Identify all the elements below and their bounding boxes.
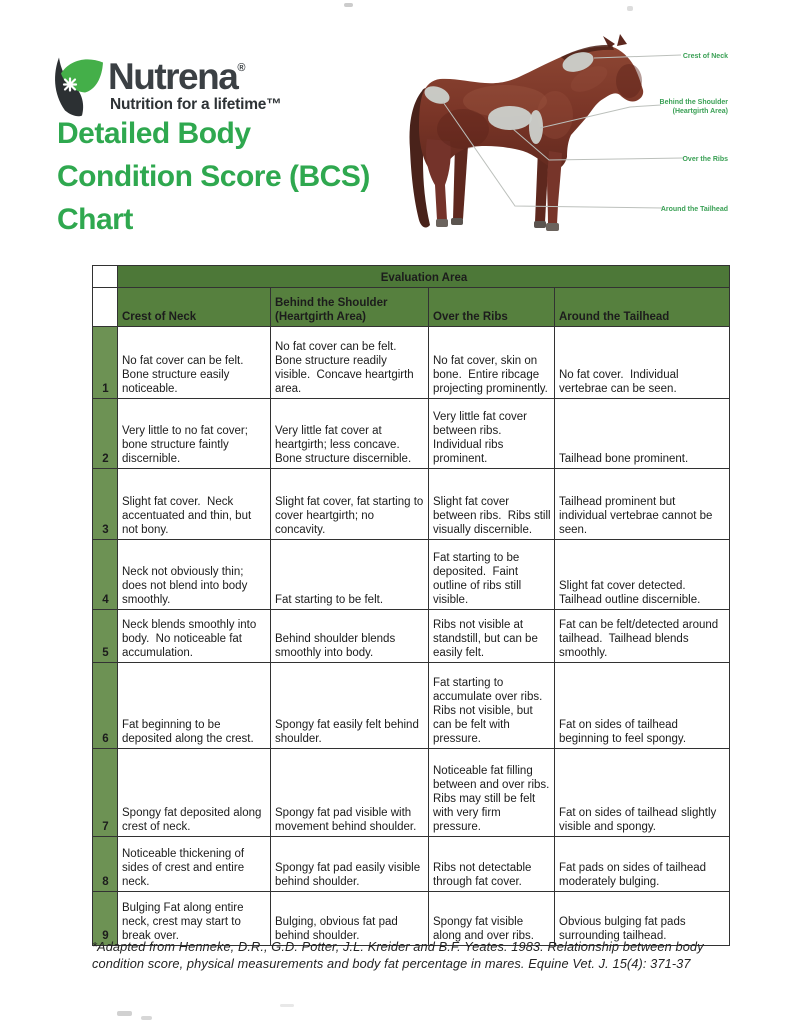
bcs-cell-crest: Fat beginning to be deposited along the crest. (118, 663, 271, 749)
evaluation-area-header: Evaluation Area (118, 266, 730, 288)
scan-artifact (280, 1004, 294, 1007)
nutrena-leaf-logo-icon (52, 57, 104, 118)
bcs-cell-shoulder: Bulging, obvious fat pad behind shoulder. (271, 892, 429, 946)
title-line-3: Chart (57, 203, 133, 236)
table-row (93, 749, 730, 837)
table-row (93, 663, 730, 749)
bcs-cell-shoulder: Very little fat cover at heartgirth; less concave. Bone structure discernible. (271, 399, 429, 469)
bcs-table (92, 265, 730, 946)
bcs-cell-tailhead: Slight fat cover detected. Tailhead outline discernible. (555, 540, 730, 610)
score-cell: 5 (93, 610, 118, 663)
table-row (93, 540, 730, 610)
table-row (93, 610, 730, 663)
bcs-cell-crest: Neck not obviously thin; does not blend into body smoothly. (118, 540, 271, 610)
bcs-cell-tailhead: Obvious bulging fat pads surrounding tailhead. (555, 892, 730, 946)
corner-spacer (93, 266, 118, 288)
bcs-cell-crest: Neck blends smoothly into body. No noticeable fat accumulation. (118, 610, 271, 663)
bcs-cell-crest: Slight fat cover. Neck accentuated and thin, but not bony. (118, 469, 271, 540)
figure-label-crest-of-neck: Crest of Neck (682, 53, 728, 60)
column-header-crest: Crest of Neck (118, 288, 271, 327)
title-line-1: Detailed Body (57, 117, 251, 150)
bcs-cell-ribs: Very little fat cover between ribs. Individual ribs prominent. (429, 399, 555, 469)
bcs-cell-shoulder: Spongy fat easily felt behind shoulder. (271, 663, 429, 749)
bcs-cell-crest: Noticeable thickening of sides of crest and entire neck. (118, 837, 271, 892)
corner-spacer (93, 288, 118, 327)
bcs-cell-tailhead: No fat cover. Individual vertebrae can be seen. (555, 327, 730, 399)
bcs-cell-ribs: Noticeable fat filling between and over ribs. Ribs may still be felt with very firm pressure. (429, 749, 555, 837)
bcs-cell-shoulder: Spongy fat pad visible with movement behind shoulder. (271, 749, 429, 837)
column-header-tailhead: Around the Tailhead (555, 288, 730, 327)
table-row (93, 837, 730, 892)
score-cell: 2 (93, 399, 118, 469)
figure-label-heartgirth-area: (Heartgirth Area) (672, 108, 728, 115)
horse-far-legs (451, 145, 549, 228)
citation-footnote: *Adapted from Henneke, D.R., G.D. Potter, J.L. Kreider and B.F. Yeates. 1983. Relationship between body condition score, physical measurements and body fat percentage in mares. Equine Vet. J. 15(4): 371-37 (92, 939, 704, 971)
bcs-cell-shoulder: Spongy fat pad easily visible behind shoulder. (271, 837, 429, 892)
score-cell: 3 (93, 469, 118, 540)
bcs-cell-ribs: No fat cover, skin on bone. Entire ribcage projecting prominently. (429, 327, 555, 399)
bcs-cell-ribs: Ribs not detectable through fat cover. (429, 837, 555, 892)
scan-artifact (117, 1011, 132, 1016)
bcs-cell-shoulder: No fat cover can be felt. Bone structure readily visible. Concave heartgirth area. (271, 327, 429, 399)
bcs-cell-crest: Spongy fat deposited along crest of neck. (118, 749, 271, 837)
bcs-cell-ribs: Ribs not visible at standstill, but can be easily felt. (429, 610, 555, 663)
figure-label-behind-shoulder: Behind the Shoulder (659, 99, 728, 106)
page-title (57, 112, 407, 241)
bcs-cell-ribs: Fat starting to be deposited. Faint outline of ribs still visible. (429, 540, 555, 610)
table-row (93, 469, 730, 540)
bcs-cell-crest: Very little to no fat cover; bone structure faintly discernible. (118, 399, 271, 469)
table-title-row (93, 266, 730, 288)
title-line-2: Condition Score (BCS) (57, 160, 370, 193)
horse-ear (617, 34, 627, 46)
bcs-cell-tailhead: Tailhead prominent but individual vertebrae cannot be seen. (555, 469, 730, 540)
bcs-cell-crest: No fat cover can be felt. Bone structure easily noticeable. (118, 327, 271, 399)
score-cell: 7 (93, 749, 118, 837)
scan-artifact (141, 1016, 152, 1020)
patch-over-ribs (488, 106, 532, 130)
brand-wordmark (108, 58, 245, 95)
horse-bcs-figure (405, 33, 792, 251)
bcs-cell-crest: Bulging Fat along entire neck, crest may start to break over. (118, 892, 271, 946)
figure-label-over-ribs: Over the Ribs (682, 156, 728, 163)
bcs-table-body (93, 327, 730, 946)
bcs-cell-shoulder: Fat starting to be felt. (271, 540, 429, 610)
bcs-cell-tailhead: Fat pads on sides of tailhead moderately bulging. (555, 837, 730, 892)
score-cell: 8 (93, 837, 118, 892)
brand-name-text: Nutrena (108, 56, 238, 97)
table-row (93, 399, 730, 469)
bcs-cell-shoulder: Behind shoulder blends smoothly into body. (271, 610, 429, 663)
score-cell: 1 (93, 327, 118, 399)
score-cell: 9 (93, 892, 118, 946)
bcs-table-container (92, 265, 730, 946)
bcs-cell-tailhead: Fat on sides of tailhead slightly visible and spongy. (555, 749, 730, 837)
bcs-cell-tailhead: Fat on sides of tailhead beginning to feel spongy. (555, 663, 730, 749)
score-cell: 4 (93, 540, 118, 610)
scan-artifact (627, 6, 633, 11)
bcs-cell-ribs: Fat starting to accumulate over ribs. Ribs not visible, but can be felt with pressure. (429, 663, 555, 749)
figure-label-around-tailhead: Around the Tailhead (660, 206, 728, 213)
bcs-cell-ribs: Spongy fat visible along and over ribs. (429, 892, 555, 946)
bcs-cell-tailhead: Fat can be felt/detected around tailhead. Tailhead blends smoothly. (555, 610, 730, 663)
column-header-shoulder: Behind the Shoulder (Heartgirth Area) (271, 288, 429, 327)
table-row (93, 327, 730, 399)
bcs-cell-ribs: Slight fat cover between ribs. Ribs still visually discernible. (429, 469, 555, 540)
brand-tagline: Nutrition for a lifetime™ (110, 96, 282, 113)
registered-mark: ® (237, 62, 246, 74)
table-row (93, 892, 730, 946)
scan-artifact (344, 3, 353, 7)
bcs-cell-tailhead: Tailhead bone prominent. (555, 399, 730, 469)
column-header-ribs: Over the Ribs (429, 288, 555, 327)
score-cell: 6 (93, 663, 118, 749)
bcs-cell-shoulder: Slight fat cover, fat starting to cover heartgirth; no concavity. (271, 469, 429, 540)
column-header-row (93, 288, 730, 327)
